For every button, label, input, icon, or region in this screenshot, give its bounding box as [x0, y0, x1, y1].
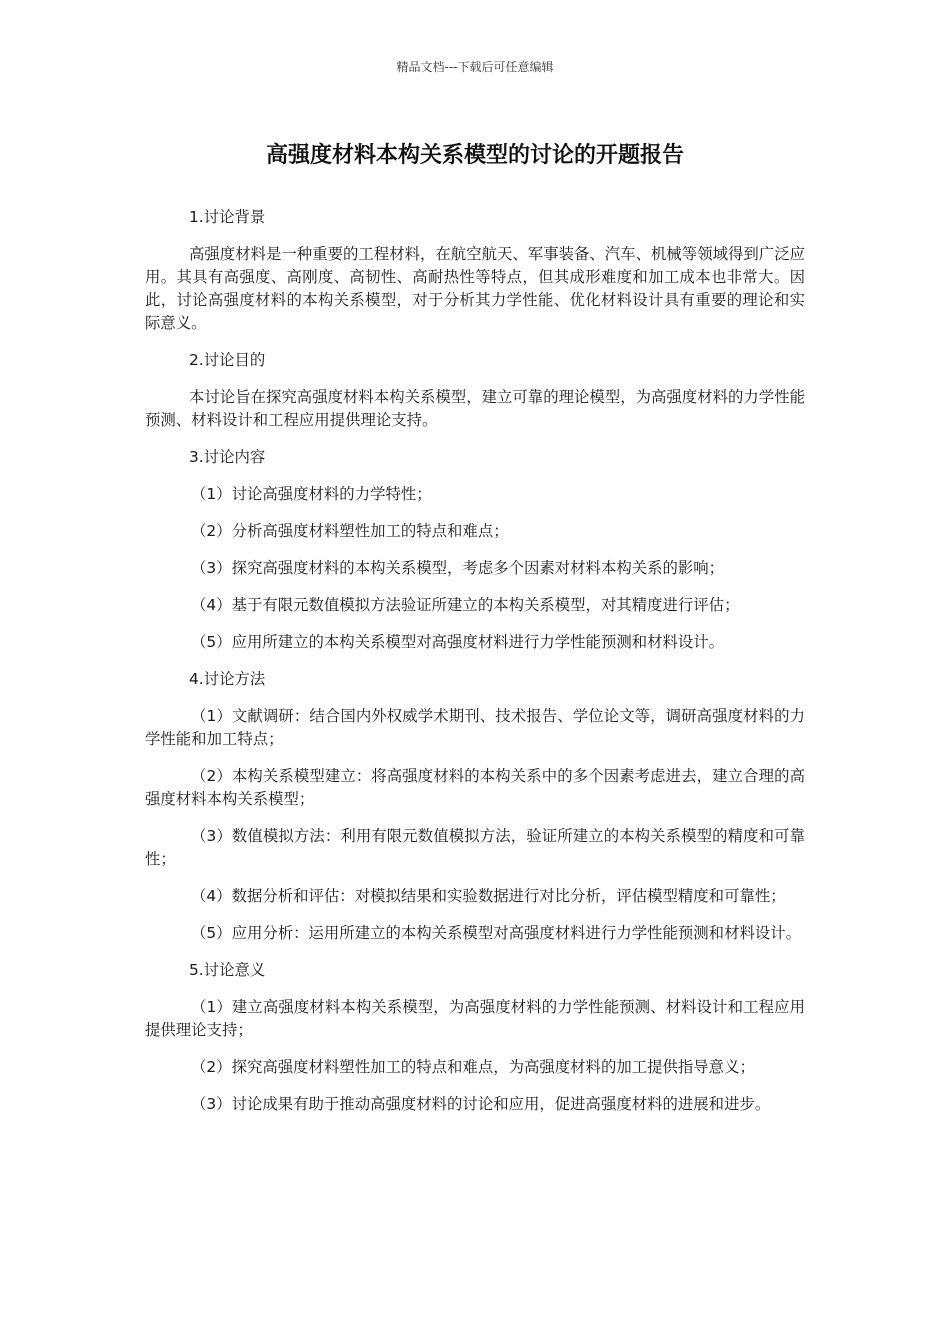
list-item: （4）基于有限元数值模拟方法验证所建立的本构关系模型，对其精度进行评估； [191, 596, 740, 614]
list-item: （3）讨论成果有助于推动高强度材料的讨论和应用，促进高强度材料的进展和进步。 [191, 1095, 771, 1113]
section-heading: 1.讨论背景 [189, 208, 266, 226]
section-heading: 5.讨论意义 [189, 961, 266, 979]
list-item: （5）应用分析：运用所建立的本构关系模型对高强度材料进行力学性能预测和材料设计。 [191, 924, 802, 942]
section-purpose [145, 349, 805, 432]
list-item: （4）数据分析和评估：对模拟结果和实验数据进行对比分析，评估模型精度和可靠性； [191, 887, 786, 905]
list-item: （3）探究高强度材料的本构关系模型，考虑多个因素对材料本构关系的影响； [191, 559, 725, 577]
section-significance [145, 959, 805, 1116]
list-item: （5）应用所建立的本构关系模型对高强度材料进行力学性能预测和材料设计。 [191, 633, 725, 651]
list-item: （2）探究高强度材料塑性加工的特点和难点，为高强度材料的加工提供指导意义； [191, 1058, 755, 1076]
section-method [145, 668, 805, 945]
document-body [145, 206, 805, 1130]
list-item: （2）本构关系模型建立：将高强度材料的本构关系中的多个因素考虑进去，建立合理的高强度材料本构关系模型； [145, 767, 805, 808]
list-item: （3）数值模拟方法：利用有限元数值模拟方法，验证所建立的本构关系模型的精度和可靠性； [145, 827, 805, 868]
paragraph: 高强度材料是一种重要的工程材料，在航空航天、军事装备、汽车、机械等领域得到广泛应用。其具有高强度、高刚度、高韧性、高耐热性等特点，但其成形难度和加工成本也非常大。因此，讨论高强度材料的本构关系模型，对于分析其力学性能、优化材料设计具有重要的理论和实际意义。 [145, 245, 805, 332]
document-title: 高强度材料本构关系模型的讨论的开题报告 [265, 143, 684, 168]
list-item: （2）分析高强度材料塑性加工的特点和难点； [191, 522, 509, 540]
section-heading: 4.讨论方法 [189, 670, 266, 688]
section-heading: 2.讨论目的 [189, 351, 266, 369]
list-item: （1）建立高强度材料本构关系模型，为高强度材料的力学性能预测、材料设计和工程应用提供理论支持； [145, 998, 805, 1039]
section-background [145, 206, 805, 335]
section-heading: 3.讨论内容 [189, 448, 266, 466]
list-item: （1）讨论高强度材料的力学特性； [191, 485, 432, 503]
list-item: （1）文献调研：结合国内外权威学术期刊、技术报告、学位论文等，调研高强度材料的力学性能和加工特点； [145, 707, 805, 748]
section-content [145, 446, 805, 654]
page-header: 精品文档---下载后可任意编辑 [396, 60, 554, 74]
paragraph: 本讨论旨在探究高强度材料本构关系模型，建立可靠的理论模型，为高强度材料的力学性能预测、材料设计和工程应用提供理论支持。 [145, 388, 805, 429]
